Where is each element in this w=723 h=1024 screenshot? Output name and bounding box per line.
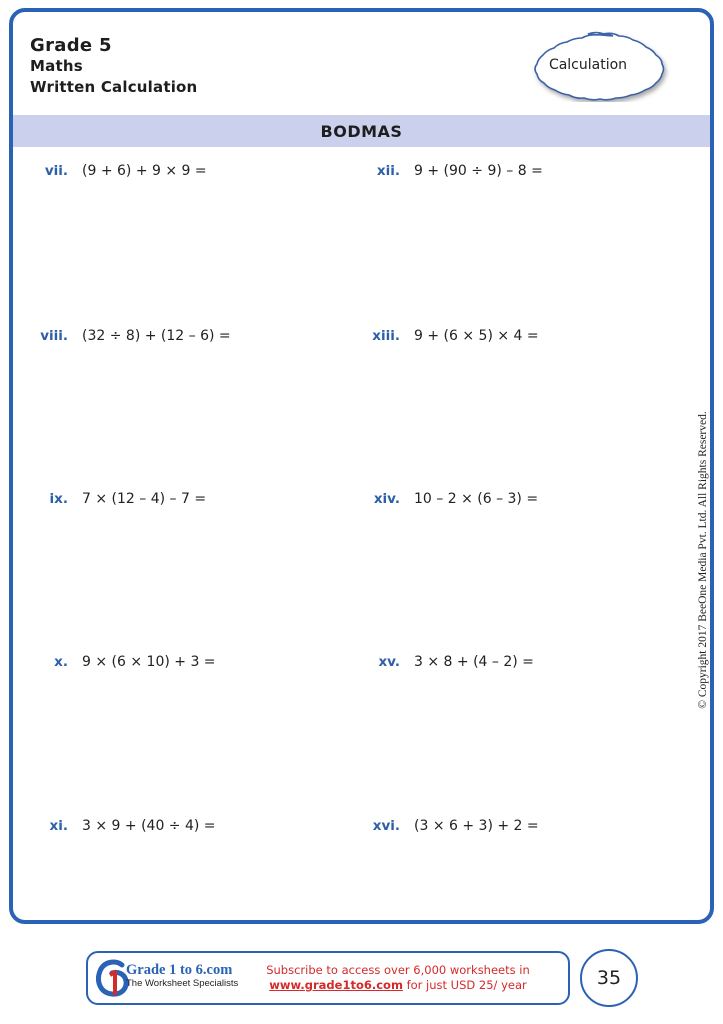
problem-number: xvi.: [372, 818, 400, 834]
problem-expression: 7 × (12 – 4) – 7 =: [82, 491, 207, 507]
problem-number: xiii.: [372, 328, 400, 344]
problem-number: xiv.: [373, 491, 400, 507]
problem-number: viii.: [40, 328, 68, 344]
logo-subtitle: The Worksheet Specialists: [126, 978, 239, 989]
problem-expression: (32 ÷ 8) + (12 – 6) =: [82, 328, 231, 344]
problem-number: ix.: [49, 491, 68, 507]
problem-expression: 9 + (6 × 5) × 4 =: [414, 328, 539, 344]
problem-expression: 9 + (90 ÷ 9) – 8 =: [414, 163, 543, 179]
logo-title: Grade 1 to 6.com: [126, 962, 233, 978]
problem-expression: 3 × 9 + (40 ÷ 4) =: [82, 818, 216, 834]
problem-item: [352, 161, 543, 181]
problem-expression: 10 – 2 × (6 – 3) =: [414, 491, 539, 507]
problem-expression: 3 × 8 + (4 – 2) =: [414, 654, 534, 670]
promo-line-2: [258, 978, 538, 993]
page-number: 35: [580, 949, 638, 1007]
website-link[interactable]: www.grade1to6.com: [269, 978, 403, 992]
promo-price: for just USD 25/ year: [402, 978, 527, 992]
problem-item: [20, 652, 216, 672]
worksheet-header: [30, 36, 197, 98]
problem-item: [20, 489, 206, 509]
grade1to6-logo-icon: [96, 959, 130, 997]
subscribe-promo: [258, 963, 538, 993]
problem-item: [20, 816, 216, 836]
problem-number: vii.: [44, 163, 68, 179]
footer-banner: [86, 951, 570, 1005]
problem-expression: 9 × (6 × 10) + 3 =: [82, 654, 216, 670]
promo-line-1: Subscribe to access over 6,000 worksheets in: [266, 963, 530, 977]
logo-text: [126, 962, 238, 990]
problem-item: [20, 161, 207, 181]
topic-badge: [488, 28, 688, 102]
topic-label: Written Calculation: [30, 78, 198, 96]
copyright-notice: © Copyright 2017 BeeOne Media Pvt. Ltd. All Rights Reserved.: [697, 411, 709, 709]
problem-expression: (9 + 6) + 9 × 9 =: [82, 163, 207, 179]
section-title-band: [13, 115, 710, 147]
section-title: BODMAS: [320, 121, 403, 141]
problem-item: [352, 489, 538, 509]
problem-item: [20, 326, 231, 346]
problem-number: x.: [54, 654, 68, 670]
problem-item: [352, 652, 534, 672]
problem-number: xii.: [376, 163, 400, 179]
problem-item: [352, 326, 539, 346]
badge-label: Calculation: [548, 57, 628, 73]
problem-number: xi.: [49, 818, 68, 834]
subject-label: Maths: [30, 57, 83, 75]
problem-expression: (3 × 6 + 3) + 2 =: [414, 818, 539, 834]
problem-number: xv.: [378, 654, 400, 670]
problem-item: [352, 816, 539, 836]
grade-label: Grade 5: [30, 35, 112, 56]
